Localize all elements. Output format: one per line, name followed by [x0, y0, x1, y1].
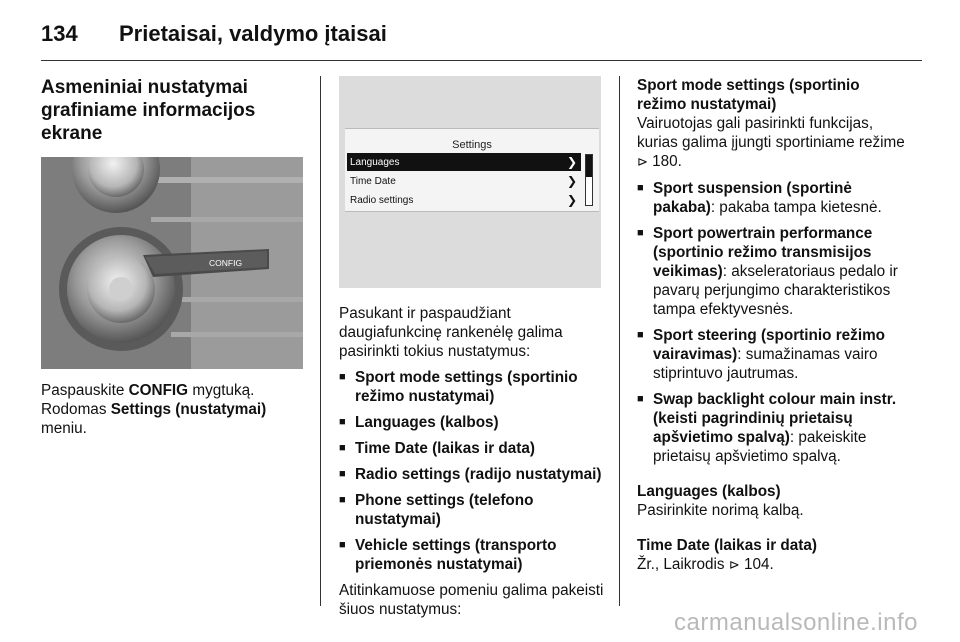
time-date-heading: Time Date (laikas ir data)	[637, 537, 817, 554]
settings-screen	[345, 128, 599, 212]
list-item: ■ Time Date (laikas ir data)	[339, 439, 607, 458]
list-item: ■ Sport powertrain performance (sportinio režimo transmisijos veikimas): akseleratoriaus pedalo ir pavarų perjungimo charakteristikos tampa efektyvesnės.	[637, 224, 907, 319]
screen-scrollbar	[585, 154, 593, 206]
page-header	[41, 14, 387, 54]
watermark: carmanualsonline.info	[674, 609, 918, 636]
page-number: 134	[41, 21, 78, 46]
list-item: ■ Phone settings (telefono nustatymai)	[339, 491, 607, 529]
paragraph-outro: Atitinkamuose pomeniu galima pakeisti šiuos nustatymus:	[339, 582, 604, 618]
chevron-right-icon: ❯	[566, 173, 577, 188]
screen-item-languages: Languages ❯	[347, 153, 581, 171]
column-1	[41, 76, 303, 438]
sport-mode-text: Vairuotojas gali pasirinkti funkcijas, kurias galima įjungti sportiniame režime ⊳ 180.	[637, 115, 905, 170]
section-heading	[41, 76, 303, 145]
header-rule	[41, 60, 922, 61]
column-3	[637, 76, 907, 575]
settings-screen-photo	[339, 76, 601, 288]
list-item: ■ Sport steering (sportinio režimo vairavimas): sumažinamas vairo stiprintuvo jautrumas.	[637, 326, 907, 383]
languages-text: Pasirinkite norimą kalbą.	[637, 502, 804, 519]
paragraph-intro: Pasukant ir paspaudžiant daugiafunkcinę rankenėlę galima pasirinkti tokius nustatymus:	[339, 305, 563, 360]
page-title: Prietaisai, valdymo įtaisai	[119, 21, 387, 46]
paragraph-menu-shown: Rodomas Settings (nustatymai) meniu.	[41, 401, 267, 437]
section-heading-line1: Asmeniniai nustatymai	[41, 77, 248, 98]
languages-heading: Languages (kalbos)	[637, 483, 781, 500]
column-divider-1	[320, 76, 321, 606]
list-item: ■ Swap backlight colour main instr. (keisti pagrindinių prietaisų apšvietimo spalvą): pakeiskite prietaisų apšvietimo spalvą.	[637, 390, 907, 466]
page-ref-icon: ⊳	[637, 155, 648, 170]
page-ref-icon: ⊳	[728, 558, 740, 573]
sport-options-list	[637, 179, 907, 466]
list-item: ■ Languages (kalbos)	[339, 413, 607, 432]
chevron-right-icon: ❯	[566, 154, 577, 169]
config-button-photo	[41, 157, 303, 369]
column-2	[339, 76, 607, 619]
settings-list	[339, 368, 607, 574]
dashboard-knobs-illustration	[41, 157, 303, 369]
list-item: ■ Sport mode settings (sportinio režimo nustatymai)	[339, 368, 607, 406]
section-heading-line2: grafiniame informacijos ekrane	[41, 100, 256, 144]
time-date-text: Žr., Laikrodis ⊳ 104.	[637, 556, 774, 573]
list-item: ■ Sport suspension (sportinė pakaba): pakaba tampa kietesnė.	[637, 179, 907, 217]
list-item: ■ Radio settings (radijo nustatymai)	[339, 465, 607, 484]
list-item: ■ Vehicle settings (transporto priemonės nustatymai)	[339, 536, 607, 574]
screen-item-time-date: Time Date ❯	[347, 172, 581, 190]
screen-item-radio-settings: Radio settings ❯	[347, 191, 581, 209]
screen-title: Settings	[452, 139, 492, 151]
paragraph-press-config: Paspauskite CONFIG mygtuką.	[41, 382, 255, 399]
column-divider-2	[619, 76, 620, 606]
sport-mode-heading: Sport mode settings (sportinio režimo nustatymai)	[637, 77, 860, 113]
chevron-right-icon: ❯	[566, 192, 577, 207]
photo-config-label: CONFIG	[209, 258, 243, 268]
